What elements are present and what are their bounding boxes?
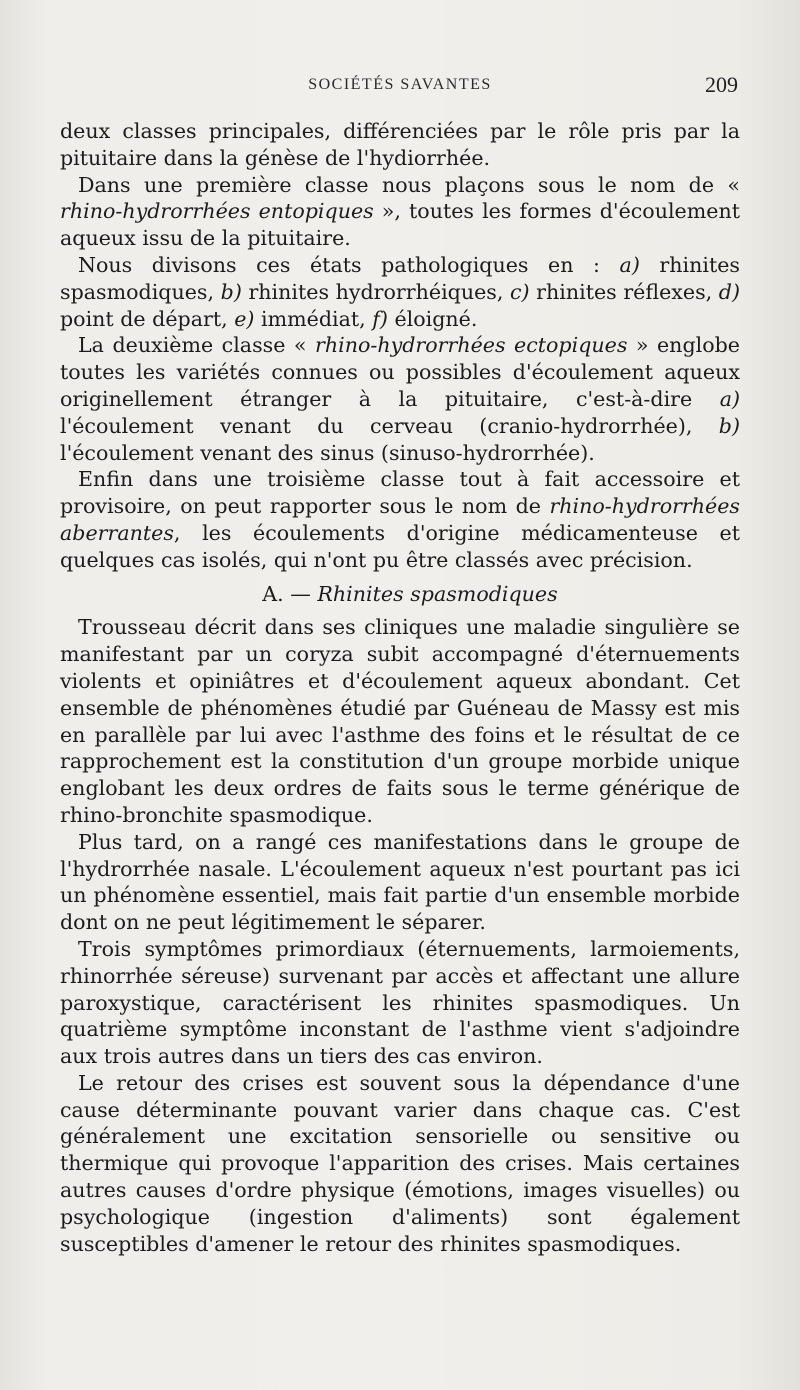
text-run: Le retour des crises est souvent sous la dépendance d'une cause déterminante pouvant varier dans chaque cas. C'est généralement une excitation sensorielle ou sensitive ou thermique qui provoque l'apparition des crises. Mais certaines autres causes d'ordre physique (émotions, images visuelles) ou psychologique (ingestion d'aliments) sont également susceptibles d'amener le retour des rhinites spasmodiques. <box>60 1070 740 1256</box>
italic-text-run: f) <box>372 306 388 331</box>
italic-text-run: c) <box>510 279 530 304</box>
text-run: deux classes principales, différenciées par le rôle pris par la pituitaire dans la génèse de l'hydiorrhée. <box>60 119 740 170</box>
paragraph <box>60 936 740 1070</box>
italic-text-run: b) <box>718 413 740 438</box>
text-run: l'écoulement venant du cerveau (cranio-hydrorrhée), <box>60 413 719 438</box>
italic-text-run: rhino-hydrorrhées ectopiques <box>315 333 628 358</box>
running-title: SOCIÉTÉS SAVANTES <box>308 76 492 93</box>
section-title: Rhinites spasmodiques <box>317 581 558 606</box>
text-run: rhinites hydrorrhéiques, <box>241 279 510 304</box>
italic-text-run: e) <box>234 306 255 331</box>
italic-text-run: d) <box>718 279 741 304</box>
paragraph <box>60 829 740 936</box>
paragraph <box>60 252 740 332</box>
section-heading <box>60 581 740 608</box>
page-header <box>60 72 740 102</box>
text-run: Dans une première classe nous plaçons sous le nom de « <box>78 172 740 197</box>
text-run: Nous divisons ces états pathologiques en : <box>78 252 620 277</box>
text-run: Trois symptômes primordiaux (éternuements, larmoiements, rhinorrhée séreuse) survenant par accès et affectant une allure paroxystique, caractérisent les rhinites spasmodiques. Un quatrième symptôme inconstant de l'asthme vient s'adjoindre aux trois autres dans un tiers des cas environ. <box>60 936 740 1069</box>
text-run: point de départ, <box>60 306 235 331</box>
section-letter: A. — <box>262 581 311 606</box>
paragraph <box>60 1070 740 1258</box>
page-number: 209 <box>705 72 738 97</box>
text-run: immédiat, <box>254 306 373 331</box>
text-run: Enfin dans une troisième classe tout à fait accessoire et provisoire, on peut rapporter sous le nom de <box>60 467 740 519</box>
text-run: La deuxième classe « <box>78 333 315 358</box>
text-run: Trousseau décrit dans ses cliniques une maladie singulière se manifestant par un coryza subit accompagné d'éternuements violents et opiniâtres et d'écoulement aqueux abondant. Cet ensemble de phénomènes étudié par Guéneau de Massy est mis en parallèle par lui avec l'asthme des foins et le résultat de ce rapprochement est la constitution d'un groupe morbide unique englobant les deux ordres de faits sous le terme générique de rhino-bronchite spasmodique. <box>60 615 740 827</box>
paragraph <box>60 118 740 172</box>
italic-text-run: a) <box>619 252 640 277</box>
paragraph <box>60 332 740 466</box>
paragraph <box>60 466 740 573</box>
text-run: » englobe toutes les variétés connues ou possibles d'écoulement aqueux originellement étranger à la pituitaire, c'est-à-dire <box>60 333 740 411</box>
italic-text-run: a) <box>719 386 740 411</box>
text-run: Plus tard, on a rangé ces manifestations dans le groupe de l'hydrorrhée nasale. L'écoulement aqueux n'est pourtant pas ici un phénomène essentiel, mais fait partie d'un ensemble morbide dont on ne peut légitimement le séparer. <box>60 829 740 935</box>
text-run: éloigné. <box>387 306 478 331</box>
italic-text-run: rhino-hydrorrhées aberrantes <box>60 494 740 545</box>
text-run: rhinites spasmodiques, <box>60 252 740 304</box>
italic-text-run: b) <box>220 279 242 304</box>
italic-text-run: rhino-hydrorrhées entopiques <box>60 199 374 224</box>
body-text <box>60 118 740 1257</box>
text-run: », toutes les formes d'écoulement aqueux issu de la pituitaire. <box>60 199 740 251</box>
paragraph <box>60 614 740 828</box>
text-run: l'écoulement venant des sinus (sinuso-hydrorrhée). <box>60 440 595 465</box>
text-run: rhinites réflexes, <box>529 279 719 304</box>
text-run: , les écoulements d'origine médicamenteuse et quelques cas isolés, qui n'ont pu être classés avec précision. <box>60 520 740 572</box>
paragraph <box>60 172 740 252</box>
